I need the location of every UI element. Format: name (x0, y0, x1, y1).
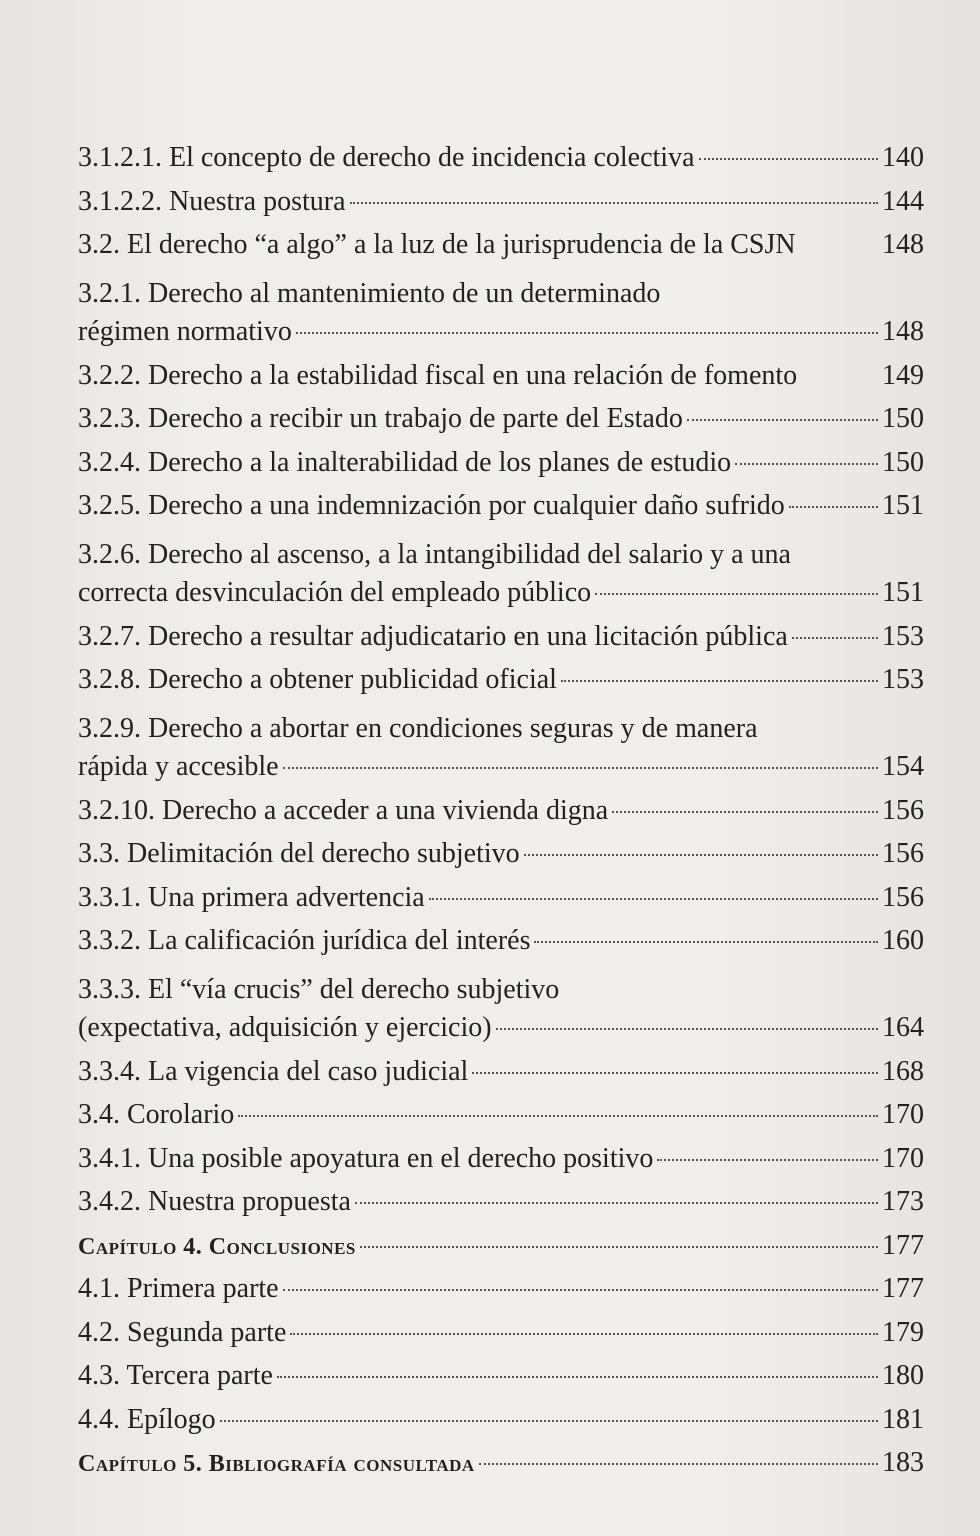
toc-entry (78, 1186, 924, 1230)
toc-entry-title-line1: 3.2.9. Derecho a abortar en condiciones seguras y de manera (78, 712, 758, 744)
toc-page-number: 177 (882, 1229, 924, 1261)
dot-leader (534, 941, 878, 943)
toc-entry-title: 3.4.2. Nuestra propuesta (78, 1186, 351, 1217)
toc-entry-title-line1: 3.3.3. El “vía crucis” del derecho subjetivo (78, 973, 560, 1005)
toc-page-number: 140 (882, 142, 924, 173)
toc-page-number: 181 (882, 1403, 924, 1435)
toc-entry-title: 3.3.1. Una primera advertencia (78, 881, 425, 913)
chapter-title (78, 1451, 475, 1478)
toc-entry-title-line2: rápida y accesible (78, 750, 279, 782)
toc-page-number: 153 (882, 620, 924, 652)
toc-page-number: 154 (882, 750, 924, 782)
toc-entry-title: 3.3. Delimitación del derecho subjetivo (78, 838, 520, 869)
chapter-title-text: Capítulo 5. Bibliografía consultada (78, 1451, 475, 1477)
dot-leader (350, 202, 878, 204)
chapter-title-text: Capítulo 4. Conclusiones (78, 1233, 356, 1260)
toc-entry (78, 490, 924, 534)
toc-entry (78, 1404, 924, 1448)
dot-leader (595, 593, 878, 595)
toc-entry (78, 447, 924, 491)
toc-entry-title-line2: (expectativa, adquisición y ejercicio) (78, 1011, 492, 1043)
toc-entry-title: 3.3.2. La calificación jurídica del interés (78, 925, 531, 956)
toc-entry-title: 4.3. Tercera parte (78, 1360, 273, 1391)
dot-leader (561, 680, 878, 682)
chapter-title (78, 1234, 356, 1261)
toc-entry (78, 882, 924, 926)
toc-entry-title: 4.2. Segunda parte (78, 1316, 287, 1348)
table-of-contents (78, 142, 924, 1491)
toc-page-number: 164 (882, 1011, 924, 1043)
toc-entry-title: 4.4. Epílogo (78, 1403, 216, 1435)
toc-entry-title: 4.1. Primera parte (78, 1273, 279, 1304)
toc-page-number: 151 (882, 490, 924, 521)
toc-page-number: 170 (882, 1099, 924, 1130)
dot-leader (479, 1463, 878, 1465)
dot-leader (220, 1420, 878, 1422)
toc-page-number: 156 (882, 881, 924, 913)
toc-entry (78, 1099, 924, 1143)
toc-entry-title: 3.2.8. Derecho a obtener publicidad oficial (78, 664, 557, 695)
toc-entry-title: 3.2.4. Derecho a la inalterabilidad de los planes de estudio (78, 446, 732, 478)
toc-entry-title: 3.4.1. Una posible apoyatura en el derecho positivo (78, 1142, 654, 1174)
dot-leader (789, 506, 878, 508)
dot-leader (238, 1115, 878, 1117)
toc-page-number: 160 (882, 925, 924, 956)
toc-entry (78, 838, 924, 882)
dot-leader (290, 1333, 878, 1335)
toc-entry (78, 229, 924, 273)
toc-entry (78, 708, 924, 795)
toc-entry (78, 1273, 924, 1317)
toc-entry (78, 142, 924, 186)
toc-entry (78, 186, 924, 230)
toc-page-number: 153 (882, 664, 924, 695)
toc-entry (78, 795, 924, 839)
toc-page-number: 156 (882, 794, 924, 826)
toc-entry (78, 403, 924, 447)
toc-page-number: 144 (882, 185, 924, 217)
toc-page-number: 179 (882, 1316, 924, 1348)
dot-leader (283, 767, 878, 769)
toc-entry-title: 3.2.3. Derecho a recibir un trabajo de parte del Estado (78, 403, 683, 434)
toc-entry-title: 3.1.2.2. Nuestra postura (78, 185, 346, 217)
dot-leader (283, 1289, 878, 1291)
dot-leader (360, 1246, 878, 1248)
toc-entry (78, 621, 924, 665)
toc-page-number: 180 (882, 1360, 924, 1391)
toc-entry-title: 3.1.2.1. El concepto de derecho de incidencia colectiva (78, 142, 695, 173)
toc-chapter-entry (78, 1447, 924, 1491)
toc-entry (78, 1360, 924, 1404)
toc-page-number: 149 (882, 359, 924, 391)
toc-entry (78, 1143, 924, 1187)
toc-entry-title: 3.2. El derecho “a algo” a la luz de la jurisprudencia de la CSJN (78, 229, 796, 260)
toc-page-number: 177 (882, 1273, 924, 1304)
dot-leader (687, 419, 878, 421)
toc-page-number: 170 (882, 1142, 924, 1174)
dot-leader (792, 637, 878, 639)
toc-page-number: 168 (882, 1055, 924, 1087)
toc-page-number: 151 (882, 576, 924, 608)
toc-entry-title: 3.2.5. Derecho a una indemnización por cualquier daño sufrido (78, 490, 785, 521)
dot-leader (735, 463, 878, 465)
toc-page-number: 183 (882, 1447, 924, 1478)
toc-entry (78, 664, 924, 708)
toc-chapter-entry (78, 1230, 924, 1274)
toc-page-number: 150 (882, 446, 924, 478)
toc-entry (78, 273, 924, 360)
toc-entry (78, 360, 924, 404)
dot-leader (612, 811, 878, 813)
toc-entry (78, 1056, 924, 1100)
dot-leader (472, 1072, 878, 1074)
toc-entry (78, 969, 924, 1056)
dot-leader (296, 332, 878, 334)
dot-leader (699, 158, 878, 160)
toc-entry-title: 3.2.10. Derecho a acceder a una vivienda digna (78, 794, 609, 826)
dot-leader (429, 898, 878, 900)
toc-entry-title: 3.4. Corolario (78, 1099, 235, 1130)
dot-leader (524, 854, 878, 856)
toc-entry-title-line1: 3.2.6. Derecho al ascenso, a la intangibilidad del salario y a una (78, 538, 791, 570)
toc-page-number: 150 (882, 403, 924, 434)
toc-page-number: 148 (882, 315, 924, 347)
toc-entry (78, 534, 924, 621)
dot-leader (496, 1028, 878, 1030)
dot-leader (355, 1202, 878, 1204)
dot-leader (277, 1376, 878, 1378)
toc-entry-title: 3.2.2. Derecho a la estabilidad fiscal en una relación de fomento (78, 359, 798, 391)
toc-entry-title-line1: 3.2.1. Derecho al mantenimiento de un determinado (78, 277, 661, 309)
toc-entry-title: 3.3.4. La vigencia del caso judicial (78, 1055, 469, 1087)
toc-entry (78, 1317, 924, 1361)
toc-page-number: 156 (882, 838, 924, 869)
toc-page-number: 173 (882, 1186, 924, 1217)
toc-entry-title: 3.2.7. Derecho a resultar adjudicatario en una licitación pública (78, 620, 788, 652)
toc-entry-title-line2: régimen normativo (78, 315, 292, 347)
dot-leader (657, 1159, 878, 1161)
toc-entry (78, 925, 924, 969)
toc-page-number: 148 (882, 229, 924, 260)
toc-entry-title-line2: correcta desvinculación del empleado público (78, 576, 592, 608)
